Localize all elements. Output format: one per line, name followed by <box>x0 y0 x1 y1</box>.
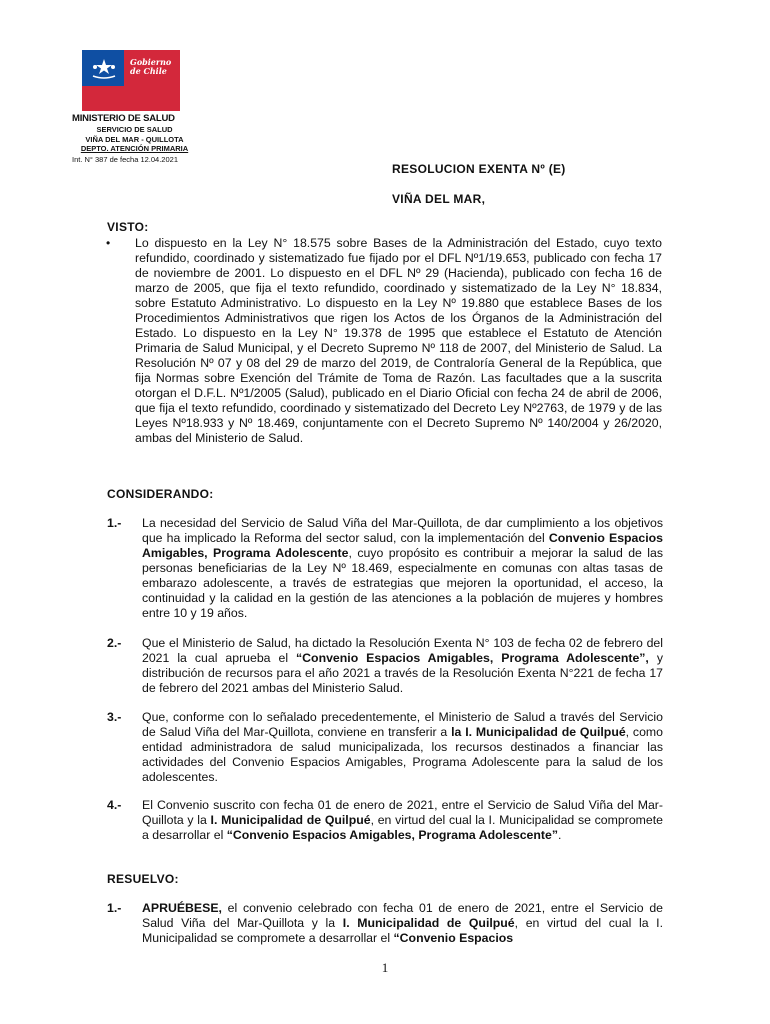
text-run: , en virtud del cual la I. Municipalidad se compromete a desarrollar el <box>142 916 664 945</box>
bold-run: la I. Municipalidad de Quilpué <box>451 725 626 739</box>
considerando-1-paragraph <box>142 516 663 621</box>
considerando-heading: CONSIDERANDO: <box>107 487 214 501</box>
text-run: , en virtud del cual la I. Municipalidad se compromete a desarrollar el <box>142 813 663 842</box>
considerando-2-paragraph <box>142 636 663 696</box>
logo-text-line1: Gobierno <box>130 57 172 67</box>
service-line2: VIÑA DEL MAR - QUILLOTA <box>85 134 184 144</box>
service-line1: SERVICIO DE SALUD <box>96 125 173 134</box>
coat-of-arms-icon <box>90 56 118 80</box>
text-run: y distribución de recursos para el año 2021 a través de la Resolución Exenta N°221 de fecha 17 de febrero del 2021 ambas del Ministerio Salud. <box>142 651 663 695</box>
logo-text <box>130 58 178 76</box>
resuelvo-1-number: 1.- <box>107 901 122 915</box>
page-number: 1 <box>381 960 389 975</box>
resuelvo-1-paragraph <box>142 901 663 946</box>
text-run: el convenio celebrado con fecha 01 de enero de 2021, entre el Servicio de Salud Viña del Mar-Quillota y la <box>142 901 663 930</box>
considerando-3-number: 3.- <box>107 710 122 724</box>
bold-run: APRUÉBESE, <box>142 901 222 915</box>
text-run: El Convenio suscrito con fecha 01 de enero de 2021, entre el Servicio de Salud Viña del Mar-Quillota y la <box>142 798 663 827</box>
city-date-line: VIÑA DEL MAR, <box>392 192 486 206</box>
internal-reference: Int. N° 387 de fecha 12.04.2021 <box>72 155 178 164</box>
service-line3: DEPTO. ATENCIÓN PRIMARIA <box>80 144 189 154</box>
resuelvo-heading: RESUELVO: <box>107 872 179 886</box>
gobierno-de-chile-logo <box>82 50 180 111</box>
service-block <box>72 125 197 154</box>
considerando-3-paragraph <box>142 710 663 785</box>
ministry-name: MINISTERIO DE SALUD <box>72 113 175 124</box>
visto-paragraph: Lo dispuesto en la Ley N° 18.575 sobre Bases de la Administración del Estado, cuyo texto refundido, coordinado y sistematizado fue fijado por el DFL Nº1/19.653, publicado con fecha 17 de noviembre de 2001. Lo dispuesto en el DFL Nº 29 (Hacienda), publicado con fecha 16 de marzo de 2005, que fija el texto refundido, coordinado y sistematizado de la Ley N° 18.834, sobre Estatuto Administrativo. Lo dispuesto en la Ley Nº 19.880 que establece Bases de los Procedimientos Administrativos que rigen los Actos de los Órganos de la Administración del Estado. Lo dispuesto en la Ley N° 19.378 de 1995 que establece el Estatuto de Atención Primaria de Salud Municipal, y el Decreto Supremo Nº 118 de 2007, del Ministerio de Salud. La Resolución Nº 07 y 08 del 29 de marzo del 2019, de Contraloría General de la República, que fija Normas sobre Exención del Trámite de Toma de Razón. Las facultades que a la suscrita otorgan el D.F.L. Nº1/2005 (Salud), publicado en el Diario Oficial con fecha 24 de abril de 2006, que fija el texto refundido, coordinado y sistematizado del Decreto Ley Nº2763, de 1979 y de las Leyes Nº18.933 y Nº 18.469, conjuntamente con el Decreto Supremo Nº 140/2004 y 26/2020, ambas del Ministerio de Salud. <box>135 236 662 445</box>
logo-text-line2: de Chile <box>130 66 167 76</box>
text-run: . <box>557 828 562 842</box>
text-run: , como entidad administradora de salud municipalizada, los recursos destinados a financiar las actividades del Convenio Espacios Amigables, Programa Adolescente para la salud de los adolescentes. <box>142 725 663 784</box>
considerando-4-paragraph <box>142 798 663 843</box>
considerando-4-number: 4.- <box>107 798 122 812</box>
bold-run: I. Municipalidad de Quilpué <box>342 916 515 930</box>
considerando-1-number: 1.- <box>107 516 122 530</box>
bullet-icon: • <box>106 236 111 250</box>
visto-heading: VISTO: <box>107 220 149 234</box>
text-run: Que, conforme con lo señalado precedentemente, el Ministerio de Salud a través del Servicio de Salud Viña del Mar-Quillota, conviene en transferir a <box>142 710 663 739</box>
bold-run: “Convenio Espacios Amigables, Programa Adolescente”, <box>296 651 649 665</box>
bold-run: “Convenio Espacios Amigables, Programa Adolescente” <box>226 828 558 842</box>
resolution-title: RESOLUCION EXENTA Nº (E) <box>392 162 566 176</box>
bold-run: Convenio Espacios Amigables, Programa Adolescente <box>142 531 664 560</box>
text-run: Que el Ministerio de Salud, ha dictado la Resolución Exenta N° 103 de fecha 02 de febrero del 2021 la cual aprueba el <box>142 636 663 665</box>
considerando-2-number: 2.- <box>107 636 122 650</box>
bold-run: “Convenio Espacios <box>393 931 514 945</box>
bold-run: I. Municipalidad de Quilpué <box>210 813 371 827</box>
text-run: La necesidad del Servicio de Salud Viña del Mar-Quillota, de dar cumplimiento a los objetivos que ha implicado la Reforma del sector salud, con la implementación del <box>142 516 663 545</box>
logo-red-lower-block <box>82 86 124 111</box>
text-run: , cuyo propósito es contribuir a mejorar la salud de las personas beneficiarias de la Ley Nº 18.469, especialmente en comunas con altas tasas de embarazo adolescente, a través de estrategias que mejoren la oportunidad, el acceso, la continuidad y la calidad en la gestión de las atenciones a la población de mujeres y hombres entre 10 y 19 años. <box>142 546 663 620</box>
